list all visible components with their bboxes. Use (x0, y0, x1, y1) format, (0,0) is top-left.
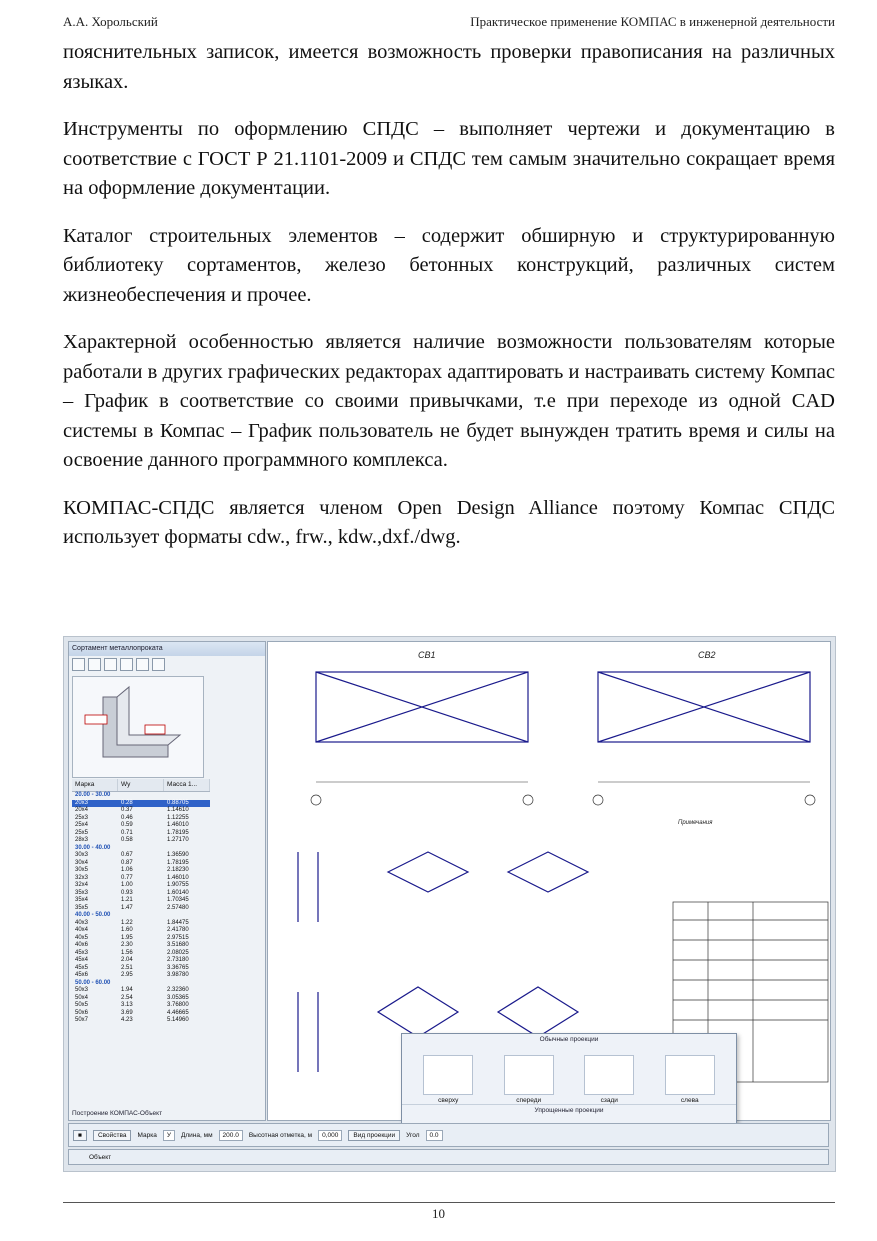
table-cell: 25x4 (75, 822, 89, 828)
table-row[interactable] (72, 800, 210, 808)
projection-options (402, 1046, 736, 1104)
group-label: 30.00 - 40.00 (75, 844, 111, 851)
table-group-row[interactable] (72, 792, 210, 800)
mark-label: Марка (137, 1131, 157, 1139)
table-row[interactable] (72, 965, 210, 973)
table-row[interactable] (72, 860, 210, 868)
projection-left-icon (665, 1055, 715, 1095)
popup-footer[interactable]: Упрощенные проекции (402, 1104, 736, 1117)
panel-tabs (72, 1110, 162, 1117)
view-projection-button[interactable]: Вид проекции (348, 1130, 400, 1141)
length-label: Длина, мм (180, 1131, 213, 1139)
table-cell: 2.97515 (167, 934, 189, 941)
table-cell: 2.30 (121, 942, 133, 948)
table-row[interactable] (72, 927, 210, 935)
table-cell: 32x3 (75, 874, 89, 881)
table-cell: 1.90755 (167, 882, 189, 888)
length-field[interactable]: 200.0 (219, 1130, 243, 1141)
header-author: А.А. Хорольский (63, 14, 158, 29)
table-cell: 3.51680 (167, 942, 189, 948)
profile-l-icon[interactable] (72, 658, 85, 671)
table-cell: 1.21 (121, 897, 133, 903)
table-cell: 28x3 (75, 837, 89, 843)
table-cell: 2.41780 (167, 927, 189, 933)
table-row[interactable] (72, 837, 210, 845)
table-cell: 1.60140 (167, 889, 189, 896)
projection-label: слева (680, 1097, 699, 1104)
table-cell: 2.95 (121, 972, 133, 978)
table-cell: 0.67 (121, 852, 133, 858)
projection-back-option[interactable] (584, 1055, 634, 1104)
table-row[interactable] (72, 972, 210, 980)
table-cell: 50x3 (75, 987, 89, 993)
table-cell: 1.00 (121, 882, 133, 888)
table-row[interactable] (72, 950, 210, 958)
table-cell: 1.27170 (167, 837, 189, 843)
table-cell: 2.08025 (167, 949, 189, 956)
drawing-label-sv2: СВ2 (698, 650, 716, 660)
object-button[interactable]: Объект (89, 1154, 112, 1161)
projection-left-option[interactable] (665, 1055, 715, 1104)
table-cell: 0.58 (121, 837, 133, 843)
table-cell: 40x3 (75, 919, 89, 926)
table-cell: 1.70345 (167, 897, 189, 903)
table-row[interactable] (72, 815, 210, 823)
properties-button[interactable]: Свойства (93, 1130, 132, 1141)
group-label: 40.00 - 50.00 (75, 912, 111, 918)
tab-kompas-object[interactable]: КОМПАС-Объект (110, 1110, 163, 1117)
table-cell: 45x4 (75, 957, 89, 963)
table-cell: 50x6 (75, 1009, 89, 1016)
profile-preview (72, 676, 204, 778)
angle-profile-icon (73, 677, 203, 777)
group-label: 20.00 - 30.00 (75, 792, 111, 798)
table-cell: 1.22 (121, 919, 133, 926)
group-label: 50.00 - 60.00 (75, 979, 111, 986)
table-cell: 2.57480 (167, 904, 189, 911)
table-cell: 0.77 (121, 874, 133, 881)
table-cell: 1.06 (121, 867, 133, 873)
table-cell: 30x3 (75, 852, 89, 858)
panel-title: Сортамент металлопроката (69, 642, 265, 656)
table-row[interactable] (72, 942, 210, 950)
table-cell: 1.95 (121, 934, 133, 941)
table-cell: 20x3 (75, 799, 89, 806)
body-text (63, 38, 835, 571)
paragraph: пояснительных записок, имеется возможность проверки правописания на различных языках. (63, 41, 835, 93)
projection-front-option[interactable] (504, 1055, 554, 1104)
table-cell: 30x4 (75, 859, 89, 866)
popup-title: Обычные проекции (539, 1036, 599, 1043)
table-cell: 0.71 (121, 829, 133, 836)
table-cell: 1.36590 (167, 852, 189, 858)
table-cell: 1.84475 (167, 919, 189, 926)
table-cell: 1.14610 (167, 807, 189, 813)
table-row[interactable] (72, 882, 210, 890)
table-cell: 32x4 (75, 882, 89, 888)
table-row[interactable] (72, 852, 210, 860)
table-row[interactable] (72, 935, 210, 943)
table-cell: 40x5 (75, 934, 89, 941)
table-cell: 3.76800 (167, 1002, 189, 1008)
table-cell: 0.93 (121, 889, 133, 896)
paragraph: КОМПАС-СПДС является членом Open Design Alliance поэтому Компас СПДС использует форматы cdw., frw., kdw.,dxf./dwg. (63, 496, 835, 548)
angle-field[interactable]: 0.0 (426, 1130, 443, 1141)
properties-bar (68, 1123, 829, 1147)
projection-label: сзади (600, 1097, 618, 1104)
table-cell: 40x6 (75, 942, 89, 948)
panel-toolbar (69, 656, 265, 676)
table-row[interactable] (72, 920, 210, 928)
table-cell: 20x4 (75, 807, 89, 813)
object-bar (68, 1149, 829, 1165)
table-cell: 1.12255 (167, 814, 189, 821)
table-cell: 1.56 (121, 949, 133, 956)
column-header[interactable]: Wy (118, 779, 164, 791)
table-cell: 3.05365 (167, 994, 189, 1001)
paragraph: Характерной особенностью является наличие возможности пользователям которые работали в других графических редакторах адаптировать и настраивать систему Компас – График в соответствие со своими привычками, т.е при переходе из одной CAD системы в Компас – График пользователь не будет вынужден тратить время и силы на освоение данного программного комплекса. (63, 331, 835, 471)
table-cell: 3.13 (121, 1002, 133, 1008)
table-cell: 0.28 (121, 799, 133, 806)
drawing-notes-label: Примечания (678, 820, 713, 826)
projection-label: сверху (438, 1097, 459, 1104)
table-cell: 2.51 (121, 964, 133, 971)
table-row[interactable] (72, 987, 210, 995)
table-cell: 3.36765 (167, 964, 189, 971)
profile-l-icon[interactable] (88, 658, 101, 671)
table-cell: 2.73180 (167, 957, 189, 963)
table-cell: 2.54 (121, 994, 133, 1001)
table-cell: 45x6 (75, 972, 89, 978)
profile-t-icon[interactable] (120, 658, 133, 671)
table-cell: 0.37 (121, 807, 133, 813)
table-cell: 4.46665 (167, 1009, 189, 1016)
table-row[interactable] (72, 875, 210, 883)
table-cell: 1.47 (121, 904, 133, 911)
sortament-panel (68, 641, 266, 1121)
paragraph: Каталог строительных элементов – содержит обширную и структурированную библиотеку сортаментов, железо бетонных конструкций, различных систем жизнеобеспечения и прочее. (63, 224, 835, 306)
sortament-table-header (72, 779, 210, 792)
running-header (63, 14, 835, 34)
height-field[interactable]: 0,000 (318, 1130, 342, 1141)
table-cell: 35x5 (75, 904, 89, 911)
projection-popup (401, 1033, 737, 1127)
table-cell: 40x4 (75, 927, 89, 933)
table-cell: 1.78195 (167, 859, 189, 866)
table-cell: 45x5 (75, 964, 89, 971)
table-cell: 1.46010 (167, 874, 189, 881)
table-cell: 2.18230 (167, 867, 189, 873)
header-book-title: Практическое применение КОМПАС в инженерной деятельности (470, 14, 835, 29)
profile-i-icon[interactable] (104, 658, 117, 671)
projection-back-icon (584, 1055, 634, 1095)
table-cell: 50x4 (75, 994, 89, 1001)
table-group-row[interactable] (72, 980, 210, 988)
table-cell: 50x7 (75, 1017, 89, 1023)
table-cell: 1.78195 (167, 829, 189, 836)
table-cell: 45x3 (75, 949, 89, 956)
table-cell: 1.60 (121, 927, 133, 933)
table-row[interactable] (72, 1017, 210, 1025)
projection-label: спереди (516, 1097, 542, 1104)
table-group-row[interactable] (72, 912, 210, 920)
angle-label: Угол (406, 1131, 420, 1139)
column-header[interactable]: Марка (72, 779, 118, 791)
table-row[interactable] (72, 897, 210, 905)
table-row[interactable] (72, 1010, 210, 1018)
mark-field[interactable]: У (163, 1130, 175, 1141)
table-cell: 35x3 (75, 889, 89, 896)
stop-button[interactable]: ■ (73, 1130, 87, 1141)
table-cell: 5.14960 (167, 1017, 189, 1023)
profile-box-icon[interactable] (152, 658, 165, 671)
projection-top-option[interactable] (423, 1055, 473, 1104)
table-cell: 1.46010 (167, 822, 189, 828)
page-number: 10 (432, 1206, 445, 1221)
table-cell: 2.32360 (167, 987, 189, 993)
sortament-table-body (72, 792, 210, 1025)
projection-front-icon (504, 1055, 554, 1095)
table-cell: 25x5 (75, 829, 89, 836)
table-cell: 3.98780 (167, 972, 189, 978)
paragraph: Инструменты по оформлению СПДС – выполняет чертежи и документацию в соответствие с ГОСТ Р 21.1101-2009 и СПДС тем самым значительно сокращает время на оформление документации. (63, 118, 835, 199)
table-cell: 35x4 (75, 897, 89, 903)
projection-top-icon (423, 1055, 473, 1095)
table-cell: 0.59 (121, 822, 133, 828)
column-header[interactable]: Масса 1... (164, 779, 210, 791)
table-row[interactable] (72, 807, 210, 815)
table-row[interactable] (72, 1002, 210, 1010)
table-cell: 25x3 (75, 814, 89, 821)
footer-rule (63, 1202, 835, 1203)
table-group-row[interactable] (72, 845, 210, 853)
profile-pipe-icon[interactable] (136, 658, 149, 671)
table-cell: 4.23 (121, 1017, 133, 1023)
table-cell: 30x5 (75, 867, 89, 873)
table-cell: 0.88705 (167, 799, 189, 806)
table-row[interactable] (72, 822, 210, 830)
kompas-screenshot-figure (63, 636, 836, 1172)
table-cell: 1.94 (121, 987, 133, 993)
table-row[interactable] (72, 867, 210, 875)
table-cell: 0.87 (121, 859, 133, 866)
table-row[interactable] (72, 957, 210, 965)
drawing-label-sv1: СВ1 (418, 650, 436, 660)
table-cell: 50x5 (75, 1002, 89, 1008)
table-cell: 0.46 (121, 814, 133, 821)
table-row[interactable] (72, 905, 210, 913)
tab-construction[interactable]: Построение (72, 1110, 109, 1117)
table-row[interactable] (72, 830, 210, 838)
table-cell: 3.69 (121, 1009, 133, 1016)
height-label: Высотная отметка, м (248, 1131, 313, 1139)
table-row[interactable] (72, 995, 210, 1003)
table-row[interactable] (72, 890, 210, 898)
table-cell: 2.04 (121, 957, 133, 963)
